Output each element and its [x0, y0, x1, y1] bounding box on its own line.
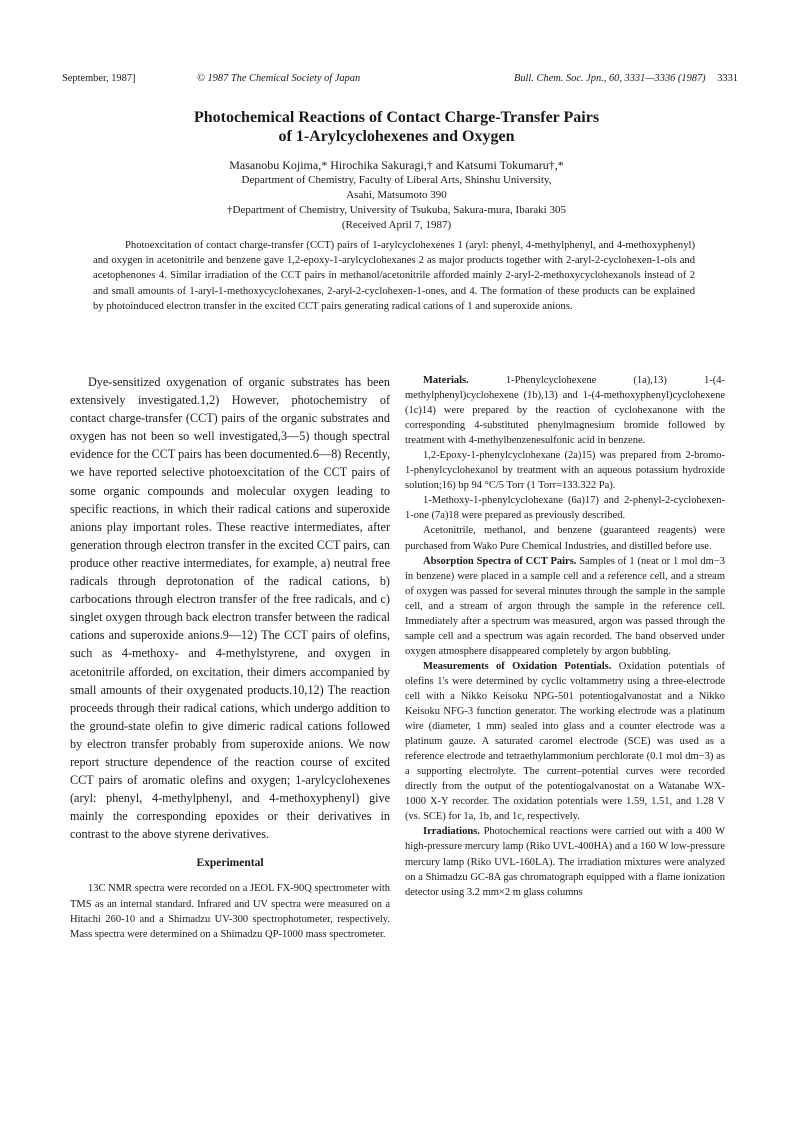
oxidation-heading: Measurements of Oxidation Potentials. [423, 660, 612, 672]
absorption-heading: Absorption Spectra of CCT Pairs. [423, 555, 577, 567]
materials-paragraph [405, 373, 725, 448]
oxidation-paragraph [405, 659, 725, 825]
affiliation-line: Asahi, Matsumoto 390 [346, 189, 447, 201]
title-line-2: of 1-Arylcyclohexenes and Oxygen [278, 128, 515, 145]
received-date: (Received April 7, 1987) [341, 219, 452, 231]
materials-text: 1-Phenylcyclohexene (1a),13) 1-(4-methylphenyl)cyclohexene (1b),13) and 1-(4-methoxyphenyl)cyclohexene (1c)14) were prepared by the reaction of cyclohexanone with the corresponding 4-substituted phenylmagnesium bromide followed by treatment with 4-methylbenzenesulfonic acid in benzene. [405, 375, 725, 447]
absorption-paragraph [405, 554, 725, 659]
affiliations [100, 173, 693, 233]
materials-heading: Materials. [423, 375, 469, 386]
authors: Masanobu Kojima,* Hirochika Sakuragi,† and Katsumi Tokumaru†,* [229, 158, 564, 172]
absorption-text: Samples of 1 (neat or 1 mol dm−3 in benzene) were placed in a sample cell and a reference cell, and a stream of oxygen was passed for several minutes through the sample in the sample cell, and a stream of argon through the sample in the reference cell. Immediately after a spectrum was measured, argon was passed through the sample cell and a spectrum was again recorded. The band observed under oxygen atmosphere disappeared completely by argon bubbling. [405, 555, 725, 657]
right-column [405, 373, 725, 900]
methoxy-paragraph: 1-Methoxy-1-phenylcyclohexane (6a)17) and 2-phenyl-2-cyclohexen-1-one (7a)18 were prepared as previously described. [405, 495, 725, 522]
article-title [100, 108, 693, 146]
header-citation: Bull. Chem. Soc. Jpn., 60, 3331—3336 (1987) [514, 73, 706, 84]
section-heading-experimental: Experimental [196, 857, 264, 870]
affiliation-line: †Department of Chemistry, University of Tsukuba, Sakura-mura, Ibaraki 305 [227, 204, 566, 216]
irradiations-heading: Irradiations. [423, 826, 480, 838]
experimental-paragraph: 13C NMR spectra were recorded on a JEOL FX-90Q spectrometer with TMS as an internal standard. Infrared and UV spectra were measured on a Hitachi 260-10 and a Shimadzu UV-300 spectrophotometer, respectively. Mass spectra were determined on a Shimadzu QP-1000 mass spectrometer. [70, 883, 390, 940]
introduction-paragraph: Dye-sensitized oxygenation of organic substrates has been extensively investigated.1,2) However, photochemistry of contact charge-transfer (CCT) pairs of the organic substrates and oxygen has not been so well investigated,3—5) though spectral evidence for the CCT pairs has been documented.6—8) Recently, we have reported selective photoexcitation of the CCT pairs of some organic compounds and molecular oxygen leading to specific reactions, in which their radical cations and superoxide anions play important roles. These reactive intermediates, after generation through electron transfer in the excited CCT pairs, can produce other reactive intermediates, for example, a) neutral free radicals through deprotonation of the radical cations, b) carbocations through electron transfer of the free radicals, and c) singlet oxygen through back electron transfer between the radical cations and superoxide anions.9—12) The CCT pairs of olefins, such as 4-methoxy- and 4-methylstyrene, and oxygen in acetonitrile afforded, on excitation, their dimers accompanied by small amounts of their oxygenated products.10,12) The reaction proceeds through their radical cations, which undergo addition to the ground-state olefin to give dimeric radical cations followed by electron transfer probably from superoxide anions. We now report structure dependence of the reaction course of excited CCT pairs of aromatic olefins and oxygen; 1-arylcyclohexenes (aryl: phenyl, 4-methylphenyl, and 4-methoxyphenyl) give mainly the corresponding epoxides or their derivatives in contrast to the above styrene derivatives. [70, 375, 390, 842]
abstract: Photoexcitation of contact charge-transfer (CCT) pairs of 1-arylcyclohexenes 1 (aryl: phenyl, 4-methylphenyl, and 4-methoxyphenyl) and oxygen in acetonitrile and benzene gave 1,2-epoxy-1-arylcyclohexanes 2 as major products together with 2-aryl-2-cyclohexen-1-ols and acetophenones 4. Similar irradiation of the CCT pairs in methanol/acetonitrile afforded mainly 2-aryl-2-methoxycyclohexanols instead of 2 and small amounts of 1-aryl-1-methoxycyclohexanes, 2-aryl-2-cyclohexen-1-ones, and 4. The formation of these products can be explained by photoinduced electron transfer in the excited CCT pairs generating radical cations of 1 and superoxide anions. [93, 240, 695, 312]
irradiations-paragraph [405, 824, 725, 899]
header-copyright: © 1987 The Chemical Society of Japan [197, 73, 361, 84]
epoxy-paragraph: 1,2-Epoxy-1-phenylcyclohexane (2a)15) was prepared from 2-bromo-1-phenylcyclohexanol by treatment with an aqueous potassium hydroxide solution;16) bp 94 °C/5 Torr (1 Torr=133.322 Pa). [405, 450, 725, 492]
solvents-paragraph: Acetonitrile, methanol, and benzene (guaranteed reagents) were purchased from Wako Pure Chemical Industries, and distilled before use. [405, 525, 725, 552]
left-column [70, 373, 390, 942]
header-date: September, 1987] [62, 73, 136, 84]
title-line-1: Photochemical Reactions of Contact Charge-Transfer Pairs [193, 109, 600, 126]
page-number: 3331 [717, 73, 738, 84]
irradiations-text: Photochemical reactions were carried out with a 400 W high-pressure mercury lamp (Riko UVL-400HA) and a 160 W low-pressure mercury lamp (Riko UVL-160LA). The irradiation mixtures were analyzed on a Shimadzu GC-8A gas chromatograph equipped with a flame ionization detector using 3.2 mm×2 m glass columns [405, 826, 725, 898]
running-header [62, 71, 738, 87]
affiliation-line: Department of Chemistry, Faculty of Liberal Arts, Shinshu University, [241, 174, 552, 186]
oxidation-text: Oxidation potentials of olefins 1's were determined by cyclic voltammetry using a three-electrode cell with a Nikko Keisoku NPG-501 potentiogalvanostat and a Nikko Keisoku NFG-3 function generator. The working electrode was a platinum wire (diameter, 1 mm) sealed into glass and a counter electrode was a platinum gauze. A saturated caromel electrode (SCE) was used as a reference electrode and tetraethylammonium perchlorate (0.1 mol dm−3) as a supporting electrolyte. The current–potential curves were recorded directly from the output of the potentiogalvanostat on a Watanabe WX-1000 X-Y recorder. The oxidation potentials were 1.59, 1.51, and 1.28 V (vs. SCE) for 1a, 1b, and 1c, respectively. [405, 660, 725, 823]
